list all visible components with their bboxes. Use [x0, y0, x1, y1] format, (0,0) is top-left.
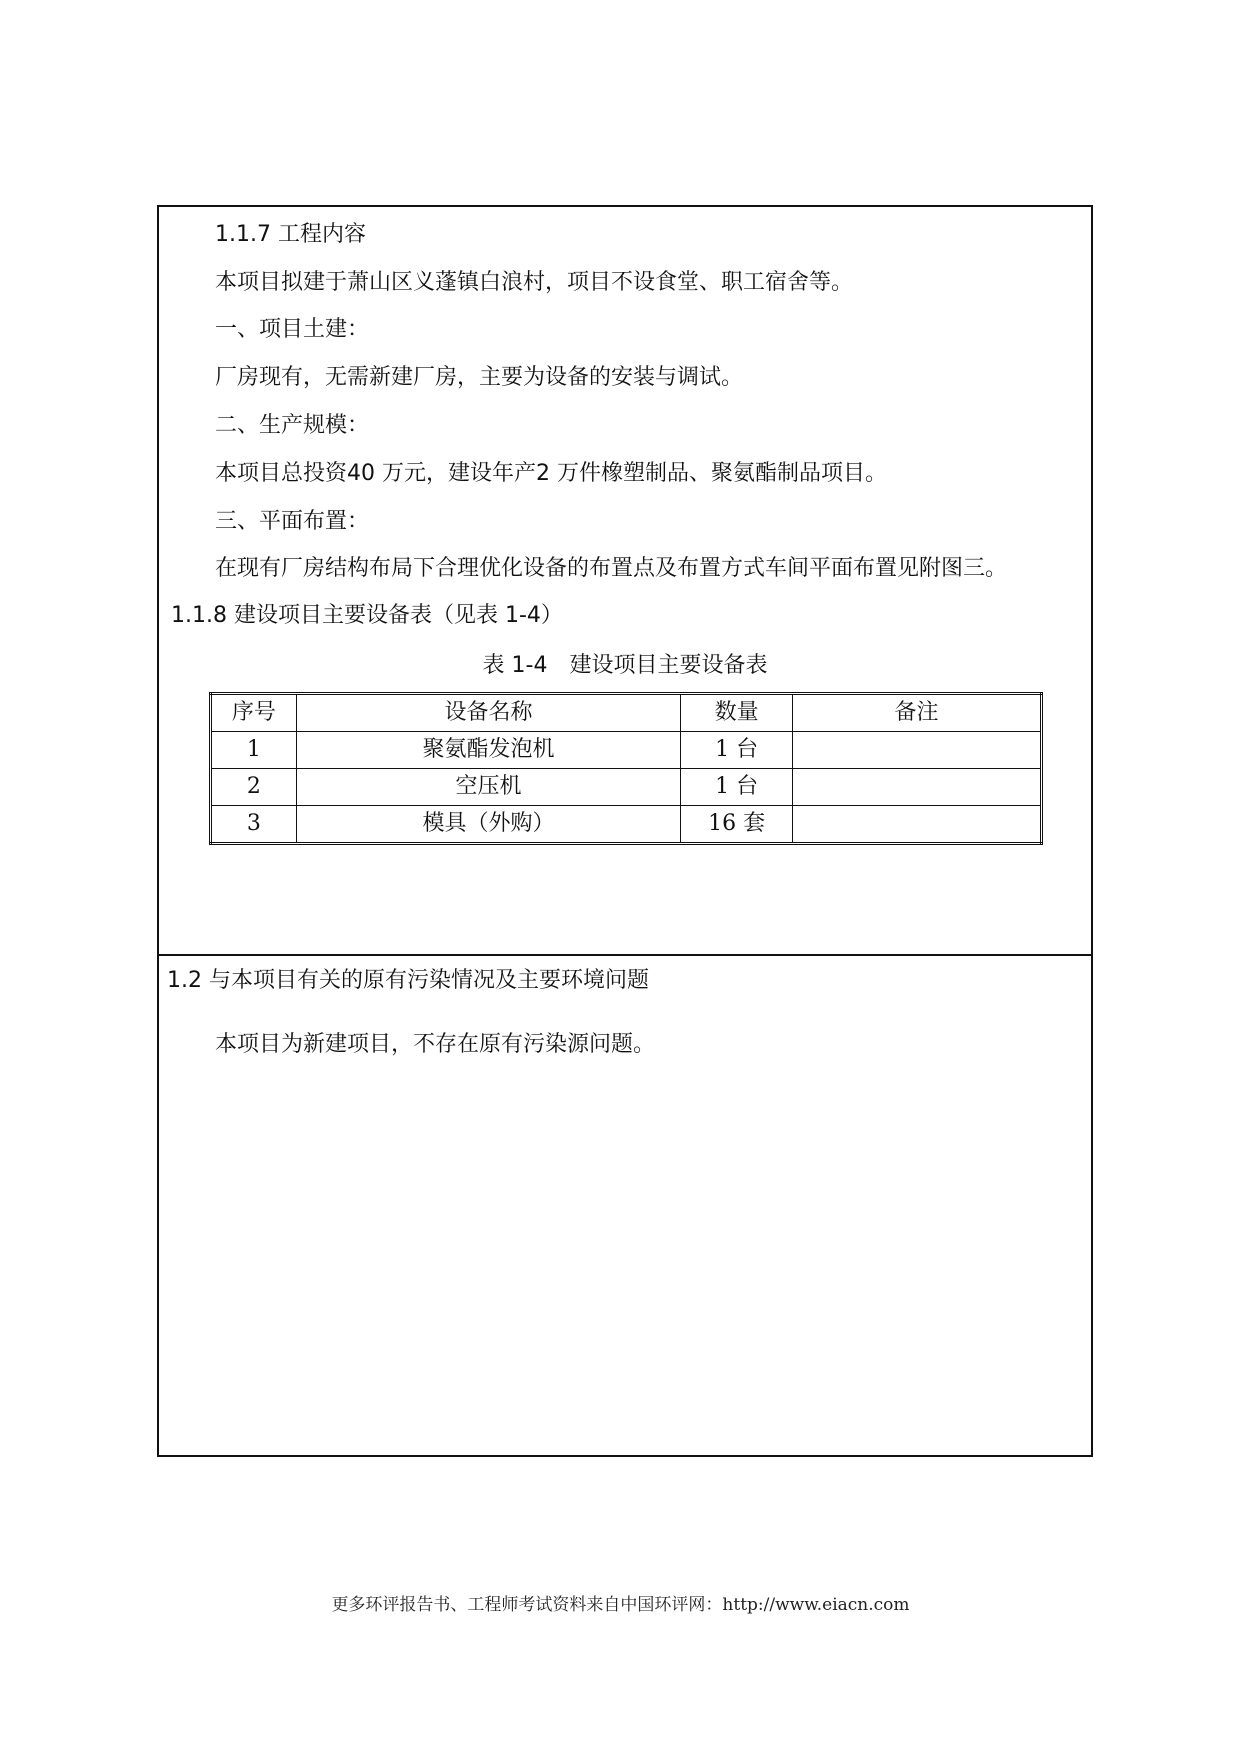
section-1-1-7-paragraph-location: 本项目拟建于萧山区义蓬镇白浪村，项目不设食堂、职工宿舍等。 [215, 270, 854, 295]
table-row [211, 769, 1042, 806]
paragraph-production-scale: 本项目总投资40 万元，建设年产2 万件橡塑制品、聚氨酯制品项目。 [215, 461, 887, 486]
cell-serial: 2 [211, 769, 297, 806]
section-1-1-8-heading: 1.1.8 建设项目主要设备表（见表 1-4） [171, 603, 563, 628]
subheading-layout: 三、平面布置： [215, 509, 370, 534]
report-frame [157, 205, 1093, 1457]
cell-equipment-name: 空压机 [296, 769, 681, 806]
cell-serial: 3 [211, 806, 297, 844]
cell-serial: 1 [211, 732, 297, 769]
subheading-civil-works: 一、项目土建： [215, 317, 370, 342]
table-title: 表 1-4 建设项目主要设备表 [482, 653, 768, 678]
footer-note: 更多环评报告书、工程师考试资料来自中国环评网：http://www.eiacn.com [331, 1595, 910, 1615]
paragraph-civil-works: 厂房现有，无需新建厂房，主要为设备的安装与调试。 [215, 365, 744, 390]
section-1-2-paragraph: 本项目为新建项目，不存在原有污染源问题。 [215, 1032, 656, 1057]
column-header-quantity: 数量 [681, 694, 793, 732]
column-header-remarks: 备注 [792, 694, 1041, 732]
cell-quantity: 16 套 [681, 806, 793, 844]
section-divider [159, 954, 1091, 956]
column-header-equipment-name: 设备名称 [296, 694, 681, 732]
table-header-row [211, 694, 1042, 732]
cell-remarks [792, 806, 1041, 844]
cell-quantity: 1 台 [681, 769, 793, 806]
paragraph-layout: 在现有厂房结构布局下合理优化设备的布置点及布置方式车间平面布置见附图三。 [215, 556, 1008, 581]
section-1-1-7-heading: 1.1.7 工程内容 [215, 222, 366, 247]
cell-remarks [792, 769, 1041, 806]
section-1-2-heading: 1.2 与本项目有关的原有污染情况及主要环境问题 [167, 968, 649, 993]
cell-equipment-name: 聚氨酯发泡机 [296, 732, 681, 769]
equipment-table [209, 692, 1043, 845]
column-header-serial: 序号 [211, 694, 297, 732]
subheading-production-scale: 二、生产规模： [215, 413, 370, 438]
table-row [211, 806, 1042, 844]
cell-quantity: 1 台 [681, 732, 793, 769]
cell-remarks [792, 732, 1041, 769]
cell-equipment-name: 模具（外购） [296, 806, 681, 844]
table-row [211, 732, 1042, 769]
